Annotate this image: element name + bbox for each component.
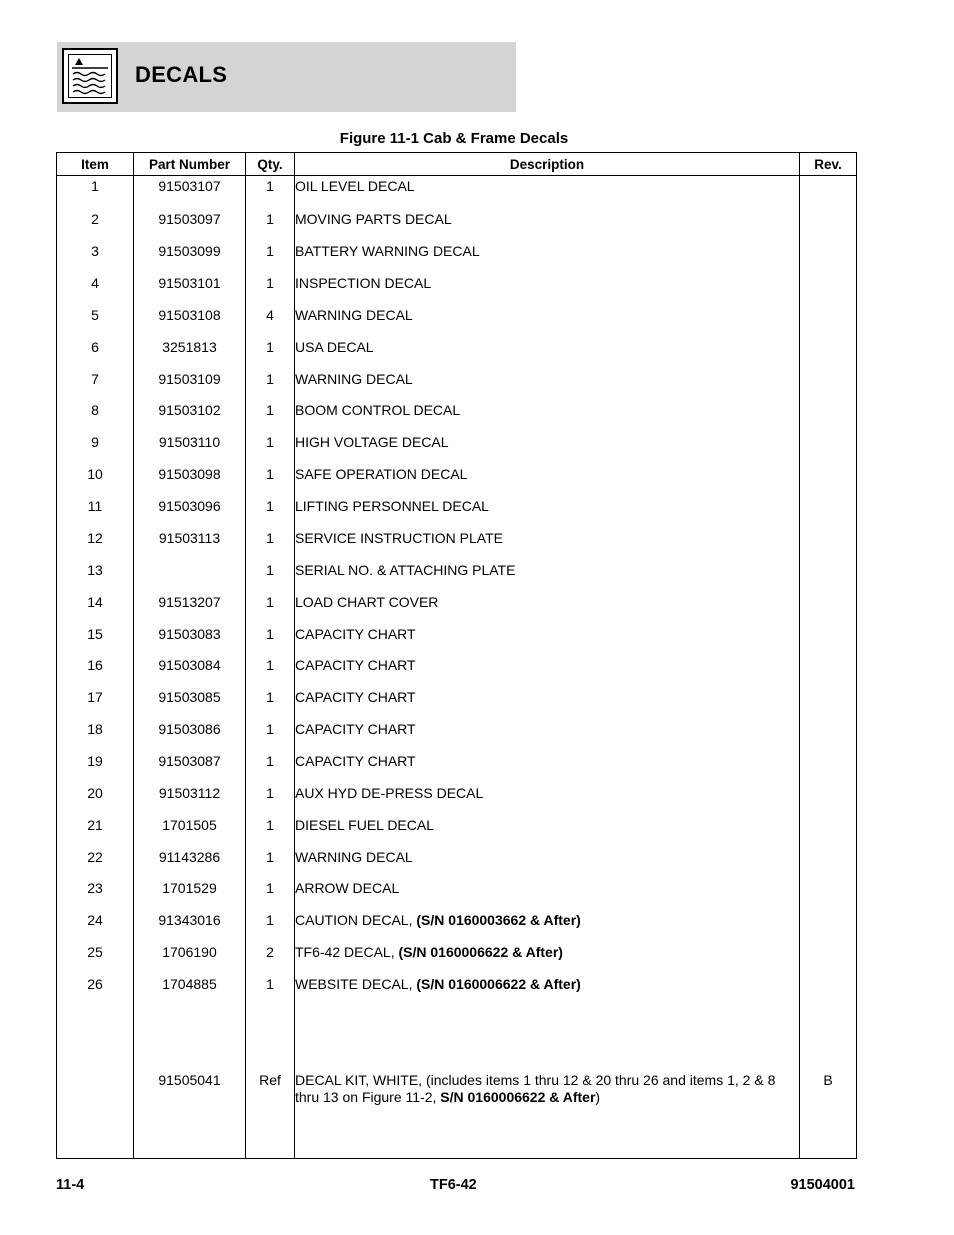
part-number-cell: 91503102 bbox=[134, 402, 246, 434]
qty-cell: 1 bbox=[246, 657, 295, 689]
description-text: MOVING PARTS DECAL bbox=[295, 211, 452, 228]
item-cell: 3 bbox=[57, 243, 134, 275]
part-number-cell: 91505041 bbox=[134, 1072, 246, 1126]
description-cell bbox=[295, 594, 800, 626]
rev-cell bbox=[800, 498, 857, 530]
table-row bbox=[57, 371, 857, 403]
table-row bbox=[57, 753, 857, 785]
part-number-cell: 91503084 bbox=[134, 657, 246, 689]
item-cell: 4 bbox=[57, 275, 134, 307]
item-cell: 19 bbox=[57, 753, 134, 785]
description-text: SERVICE INSTRUCTION PLATE bbox=[295, 529, 503, 546]
item-cell: 5 bbox=[57, 307, 134, 339]
section-header bbox=[57, 42, 516, 112]
description-cell bbox=[295, 530, 800, 562]
part-number-cell: 91513207 bbox=[134, 594, 246, 626]
item-cell: 13 bbox=[57, 562, 134, 594]
table-header-row bbox=[57, 153, 857, 176]
item-cell: 22 bbox=[57, 849, 134, 881]
column-header-item: Item bbox=[57, 153, 134, 176]
description-text: OIL LEVEL DECAL bbox=[295, 178, 415, 194]
empty-cell bbox=[134, 1125, 246, 1158]
description-cell bbox=[295, 562, 800, 594]
table-row bbox=[57, 1040, 857, 1072]
part-number-cell: 91143286 bbox=[134, 849, 246, 881]
qty-cell: 1 bbox=[246, 275, 295, 307]
qty-cell: 1 bbox=[246, 176, 295, 212]
description-cell bbox=[295, 243, 800, 275]
description-cell bbox=[295, 1008, 800, 1040]
part-number-cell: 3251813 bbox=[134, 339, 246, 371]
table-row bbox=[57, 307, 857, 339]
part-number-cell: 91503113 bbox=[134, 530, 246, 562]
qty-cell: 1 bbox=[246, 594, 295, 626]
description-text: CAUTION DECAL, bbox=[295, 912, 417, 929]
rev-cell bbox=[800, 753, 857, 785]
qty-cell: 1 bbox=[246, 721, 295, 753]
item-cell: 8 bbox=[57, 402, 134, 434]
rev-cell bbox=[800, 243, 857, 275]
qty-cell: 1 bbox=[246, 817, 295, 849]
figure-title: Figure 11-1 Cab & Frame Decals bbox=[339, 130, 569, 147]
item-cell: 7 bbox=[57, 371, 134, 403]
part-number-cell: 1706190 bbox=[134, 944, 246, 976]
part-number-cell: 91503112 bbox=[134, 785, 246, 817]
rev-cell bbox=[800, 211, 857, 243]
description-cell bbox=[295, 912, 800, 944]
description-text: WEBSITE DECAL, bbox=[295, 975, 417, 992]
item-cell bbox=[57, 1072, 134, 1126]
column-header-part-number: Part Number bbox=[134, 153, 246, 176]
table-row bbox=[57, 849, 857, 881]
table-row bbox=[57, 880, 857, 912]
table-row bbox=[57, 176, 857, 212]
part-number-cell: 91503085 bbox=[134, 689, 246, 721]
item-cell: 11 bbox=[57, 498, 134, 530]
description-text: LOAD CHART COVER bbox=[295, 593, 439, 610]
part-number-cell bbox=[134, 562, 246, 594]
item-cell: 10 bbox=[57, 466, 134, 498]
rev-cell bbox=[800, 976, 857, 1008]
description-cell bbox=[295, 689, 800, 721]
part-number-cell: 1701529 bbox=[134, 880, 246, 912]
description-cell bbox=[295, 880, 800, 912]
rev-cell: B bbox=[800, 1072, 857, 1126]
part-number-cell: 91503086 bbox=[134, 721, 246, 753]
kit-description-text: S/N 0160006622 & After bbox=[440, 1088, 596, 1105]
qty-cell bbox=[246, 1040, 295, 1072]
table-row bbox=[57, 785, 857, 817]
rev-cell bbox=[800, 912, 857, 944]
part-number-cell: 91503096 bbox=[134, 498, 246, 530]
parts-table bbox=[56, 152, 857, 1159]
table-row bbox=[57, 211, 857, 243]
table-row bbox=[57, 434, 857, 466]
description-cell bbox=[295, 849, 800, 881]
item-cell: 1 bbox=[57, 176, 134, 212]
description-text: CAPACITY CHART bbox=[295, 625, 416, 642]
item-cell: 2 bbox=[57, 211, 134, 243]
qty-cell: 1 bbox=[246, 976, 295, 1008]
rev-cell bbox=[800, 849, 857, 881]
description-text: DIESEL FUEL DECAL bbox=[295, 816, 435, 833]
description-cell bbox=[295, 339, 800, 371]
table-row bbox=[57, 976, 857, 1008]
table-row bbox=[57, 275, 857, 307]
decal-sheet-icon bbox=[62, 48, 118, 104]
part-number-cell bbox=[134, 1008, 246, 1040]
description-cell bbox=[295, 721, 800, 753]
rev-cell bbox=[800, 721, 857, 753]
qty-cell: 1 bbox=[246, 402, 295, 434]
rev-cell bbox=[800, 1008, 857, 1040]
rev-cell bbox=[800, 785, 857, 817]
rev-cell bbox=[800, 880, 857, 912]
description-cell bbox=[295, 976, 800, 1008]
rev-cell bbox=[800, 594, 857, 626]
item-cell: 15 bbox=[57, 626, 134, 658]
item-cell: 6 bbox=[57, 339, 134, 371]
table-row bbox=[57, 689, 857, 721]
rev-cell bbox=[800, 402, 857, 434]
page-number: 11-4 bbox=[56, 1177, 85, 1193]
item-cell bbox=[57, 1008, 134, 1040]
description-cell bbox=[295, 498, 800, 530]
qty-cell: 1 bbox=[246, 211, 295, 243]
description-text: CAPACITY CHART bbox=[295, 689, 416, 706]
rev-cell bbox=[800, 307, 857, 339]
description-text: AUX HYD DE-PRESS DECAL bbox=[295, 784, 484, 801]
table-row bbox=[57, 944, 857, 976]
part-number-cell: 1704885 bbox=[134, 976, 246, 1008]
part-number-cell: 91503110 bbox=[134, 434, 246, 466]
rev-cell bbox=[800, 176, 857, 212]
table-filler-row bbox=[57, 1125, 857, 1158]
description-cell bbox=[295, 817, 800, 849]
item-cell bbox=[57, 1040, 134, 1072]
qty-cell: Ref bbox=[246, 1072, 295, 1126]
serial-range-text: (S/N 0160003662 & After) bbox=[416, 912, 581, 929]
table-row bbox=[57, 339, 857, 371]
item-cell: 12 bbox=[57, 530, 134, 562]
rev-cell bbox=[800, 371, 857, 403]
table-row bbox=[57, 657, 857, 689]
rev-cell bbox=[800, 339, 857, 371]
empty-cell bbox=[246, 1125, 295, 1158]
column-header-qty: Qty. bbox=[246, 153, 295, 176]
description-text: BATTERY WARNING DECAL bbox=[295, 243, 480, 260]
part-number-cell: 91503109 bbox=[134, 371, 246, 403]
item-cell: 26 bbox=[57, 976, 134, 1008]
description-text: HIGH VOLTAGE DECAL bbox=[295, 434, 449, 451]
table-row bbox=[57, 817, 857, 849]
qty-cell: 1 bbox=[246, 530, 295, 562]
description-cell bbox=[295, 176, 800, 212]
item-cell: 25 bbox=[57, 944, 134, 976]
table-row bbox=[57, 466, 857, 498]
part-number-cell: 91503107 bbox=[134, 176, 246, 212]
table-row bbox=[57, 594, 857, 626]
table-row bbox=[57, 721, 857, 753]
description-cell bbox=[295, 275, 800, 307]
rev-cell bbox=[800, 434, 857, 466]
table-row bbox=[57, 498, 857, 530]
qty-cell: 1 bbox=[246, 339, 295, 371]
kit-row bbox=[57, 1072, 857, 1126]
section-title: DECALS bbox=[135, 62, 228, 87]
qty-cell: 1 bbox=[246, 434, 295, 466]
rev-cell bbox=[800, 1040, 857, 1072]
part-number-cell: 91503097 bbox=[134, 211, 246, 243]
table-row bbox=[57, 402, 857, 434]
part-number-cell: 91343016 bbox=[134, 912, 246, 944]
description-cell bbox=[295, 1040, 800, 1072]
column-header-rev: Rev. bbox=[800, 153, 857, 176]
rev-cell bbox=[800, 817, 857, 849]
qty-cell: 1 bbox=[246, 880, 295, 912]
rev-cell bbox=[800, 689, 857, 721]
description-text: INSPECTION DECAL bbox=[295, 275, 432, 292]
qty-cell: 1 bbox=[246, 562, 295, 594]
empty-cell bbox=[57, 1125, 134, 1158]
part-number-cell: 91503108 bbox=[134, 307, 246, 339]
description-text: SAFE OPERATION DECAL bbox=[295, 466, 468, 483]
qty-cell: 2 bbox=[246, 944, 295, 976]
part-number-cell: 1701505 bbox=[134, 817, 246, 849]
item-cell: 17 bbox=[57, 689, 134, 721]
qty-cell bbox=[246, 1008, 295, 1040]
table-row bbox=[57, 626, 857, 658]
empty-cell bbox=[800, 1125, 857, 1158]
description-text: USA DECAL bbox=[295, 338, 374, 355]
qty-cell: 4 bbox=[246, 307, 295, 339]
description-cell bbox=[295, 466, 800, 498]
part-number-cell: 91503099 bbox=[134, 243, 246, 275]
rev-cell bbox=[800, 530, 857, 562]
kit-description-text: ) bbox=[595, 1088, 601, 1105]
description-cell bbox=[295, 434, 800, 466]
description-text: TF6-42 DECAL, bbox=[295, 944, 399, 961]
rev-cell bbox=[800, 562, 857, 594]
qty-cell: 1 bbox=[246, 689, 295, 721]
description-cell bbox=[295, 657, 800, 689]
description-cell bbox=[295, 307, 800, 339]
qty-cell: 1 bbox=[246, 371, 295, 403]
description-cell bbox=[295, 944, 800, 976]
description-text: BOOM CONTROL DECAL bbox=[295, 402, 461, 419]
empty-cell bbox=[295, 1125, 800, 1158]
description-cell bbox=[295, 402, 800, 434]
qty-cell: 1 bbox=[246, 785, 295, 817]
description-cell bbox=[295, 626, 800, 658]
qty-cell: 1 bbox=[246, 753, 295, 785]
description-text: WARNING DECAL bbox=[295, 306, 413, 323]
model-name: TF6-42 bbox=[430, 1177, 477, 1193]
description-cell bbox=[295, 753, 800, 785]
description-text: CAPACITY CHART bbox=[295, 752, 416, 769]
item-cell: 23 bbox=[57, 880, 134, 912]
rev-cell bbox=[800, 466, 857, 498]
serial-range-text: (S/N 0160006622 & After) bbox=[416, 975, 581, 992]
rev-cell bbox=[800, 657, 857, 689]
description-cell bbox=[295, 371, 800, 403]
item-cell: 14 bbox=[57, 594, 134, 626]
description-text: LIFTING PERSONNEL DECAL bbox=[295, 498, 489, 515]
part-number-cell: 91503083 bbox=[134, 626, 246, 658]
item-cell: 9 bbox=[57, 434, 134, 466]
item-cell: 16 bbox=[57, 657, 134, 689]
part-number-cell: 91503098 bbox=[134, 466, 246, 498]
table-row bbox=[57, 1008, 857, 1040]
part-number-cell: 91503101 bbox=[134, 275, 246, 307]
rev-cell bbox=[800, 626, 857, 658]
part-number-cell: 91503087 bbox=[134, 753, 246, 785]
description-text: SERIAL NO. & ATTACHING PLATE bbox=[295, 561, 516, 578]
part-number-cell bbox=[134, 1040, 246, 1072]
qty-cell: 1 bbox=[246, 498, 295, 530]
item-cell: 24 bbox=[57, 912, 134, 944]
description-cell bbox=[295, 1072, 800, 1126]
qty-cell: 1 bbox=[246, 849, 295, 881]
table-row bbox=[57, 912, 857, 944]
description-cell bbox=[295, 211, 800, 243]
rev-cell bbox=[800, 275, 857, 307]
table-row bbox=[57, 243, 857, 275]
item-cell: 20 bbox=[57, 785, 134, 817]
item-cell: 21 bbox=[57, 817, 134, 849]
qty-cell: 1 bbox=[246, 912, 295, 944]
qty-cell: 1 bbox=[246, 243, 295, 275]
kit-description-text: DECAL KIT, WHITE, (includes items 1 thru 12 & 20 thru 26 and items 1, 2 & 8 thru 13 on Figure 11-2, bbox=[295, 1071, 776, 1105]
item-cell: 18 bbox=[57, 721, 134, 753]
qty-cell: 1 bbox=[246, 626, 295, 658]
description-text: CAPACITY CHART bbox=[295, 657, 416, 674]
rev-cell bbox=[800, 944, 857, 976]
description-cell bbox=[295, 785, 800, 817]
table-row bbox=[57, 562, 857, 594]
description-text: CAPACITY CHART bbox=[295, 721, 416, 738]
column-header-description: Description bbox=[295, 153, 800, 176]
qty-cell: 1 bbox=[246, 466, 295, 498]
table-row bbox=[57, 530, 857, 562]
manual-number: 91504001 bbox=[790, 1177, 855, 1193]
description-text: ARROW DECAL bbox=[295, 880, 400, 897]
description-text: WARNING DECAL bbox=[295, 370, 413, 387]
serial-range-text: (S/N 0160006622 & After) bbox=[398, 944, 563, 961]
description-text: WARNING DECAL bbox=[295, 848, 413, 865]
